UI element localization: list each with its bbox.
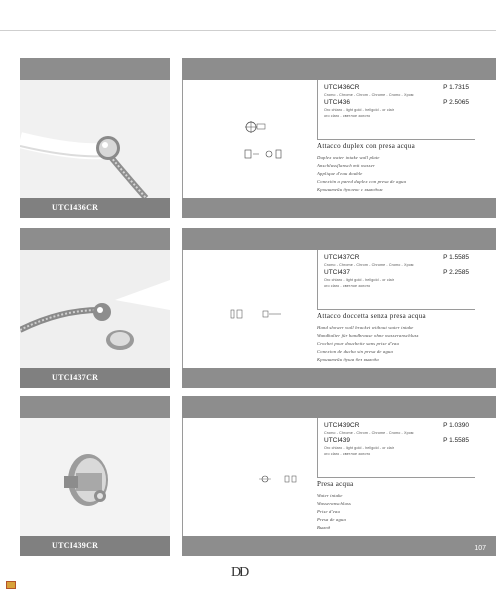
corner-tag-icon (6, 581, 16, 589)
spec-column (182, 396, 496, 556)
finish-description: Oro chiaro - light gold - hellgold - or clair (324, 278, 395, 282)
finish-description: Oro chiaro - light gold - hellgold - or clair (324, 108, 395, 112)
product-title: Attacco doccetta senza presa acqua (317, 312, 426, 320)
finish-description: Oro chiaro - light gold - hellgold - or clair (324, 446, 395, 450)
finish-description: Cromo - Chrome - Chrom - Chrome - Cromo - Хром (324, 263, 414, 267)
translation-line: Conexión a pared duplex con presa de agua (317, 179, 407, 184)
spec-header-bar (182, 228, 496, 250)
item-price: P 1.7315 (443, 84, 469, 91)
product-title: Presa acqua (317, 480, 354, 488)
technical-drawing (193, 80, 313, 198)
brand-logo: DD (231, 565, 248, 580)
finish-description: oro claro - светлое золото (324, 284, 371, 288)
product-photo (20, 418, 170, 536)
translation-line: Prise d'eau (317, 509, 340, 514)
item-code: UTCI436 (324, 99, 351, 106)
spec-column (182, 58, 496, 218)
translation-line: Кронштейн душа без вывода (317, 357, 379, 362)
spec-body (182, 250, 496, 368)
item-price: P 1.5585 (443, 254, 469, 261)
product-code-label: UTCI437CR (20, 368, 170, 388)
product-photo (20, 250, 170, 368)
spec-footer-bar (182, 368, 496, 388)
item-price: P 1.0390 (443, 422, 469, 429)
translation-line: Crochet pour douchette sans prise d'eau (317, 341, 399, 346)
price-list (317, 80, 475, 140)
finish-description: oro claro - светлое золото (324, 452, 371, 456)
finish-description: oro claro - светлое золото (324, 114, 371, 118)
price-row (324, 421, 469, 430)
price-list (317, 250, 475, 310)
finish-description: Cromo - Chrome - Chrom - Chrome - Cromo - Хром (324, 93, 414, 97)
wall-plate-hose-illustration (20, 80, 170, 198)
photo-header-bar (20, 396, 170, 418)
top-divider (0, 30, 496, 31)
translation-line: Applique d'eau double (317, 171, 363, 176)
price-row (324, 436, 469, 445)
product-description (317, 480, 492, 532)
price-row (324, 83, 469, 92)
translation-line: Anschlussflansch mit wasser (317, 163, 375, 168)
translation-line: Conexion de ducha sin presa de agua (317, 349, 393, 354)
technical-drawing (193, 250, 313, 368)
spec-header-bar (182, 396, 496, 418)
photo-header-bar (20, 228, 170, 250)
item-code: UTCI437 (324, 269, 351, 276)
price-row (324, 98, 469, 107)
item-code: UTCI437CR (324, 254, 360, 261)
spec-footer-bar (182, 198, 496, 218)
translation-line: Duplex water intake wall plate (317, 155, 380, 160)
product-photo-column (20, 396, 170, 556)
product-code-label: UTCI436CR (20, 198, 170, 218)
shower-bracket-illustration (20, 250, 170, 368)
translation-line: Вывод (317, 525, 331, 530)
spec-footer-bar (182, 536, 496, 556)
translation-line: Кронштейн дуплекс с выводом (317, 187, 383, 192)
price-row (324, 253, 469, 262)
spec-header-bar (182, 58, 496, 80)
item-code: UTCI436CR (324, 84, 360, 91)
product-title: Attacco duplex con presa acqua (317, 142, 416, 150)
finish-description: Cromo - Chrome - Chrom - Chrome - Cromo - Хром (324, 431, 414, 435)
product-photo-column (20, 58, 170, 218)
translation-line: Hand shower wall bracket without water intake (317, 325, 414, 330)
item-code: UTCI439CR (324, 422, 360, 429)
product-code-label: UTCI439CR (20, 536, 170, 556)
translation-line: Wandhalter für handbrause ohne wasseranschluss (317, 333, 419, 338)
product-description (317, 142, 492, 194)
spec-body (182, 418, 496, 536)
translation-line: Presa de agua (317, 517, 346, 522)
price-row (324, 268, 469, 277)
item-price: P 2.5065 (443, 99, 469, 106)
price-list (317, 418, 475, 478)
item-price: P 2.2585 (443, 269, 469, 276)
water-intake-illustration (20, 418, 170, 536)
item-price: P 1.5585 (443, 437, 469, 444)
photo-header-bar (20, 58, 170, 80)
translation-line: Wasseranschluss (317, 501, 351, 506)
item-code: UTCI439 (324, 437, 351, 444)
technical-drawing (193, 418, 313, 536)
page-number: 107 (474, 545, 486, 552)
product-description (317, 312, 492, 364)
translation-line: Water intake (317, 493, 343, 498)
spec-column (182, 228, 496, 388)
product-photo (20, 80, 170, 198)
spec-body (182, 80, 496, 198)
product-photo-column (20, 228, 170, 388)
